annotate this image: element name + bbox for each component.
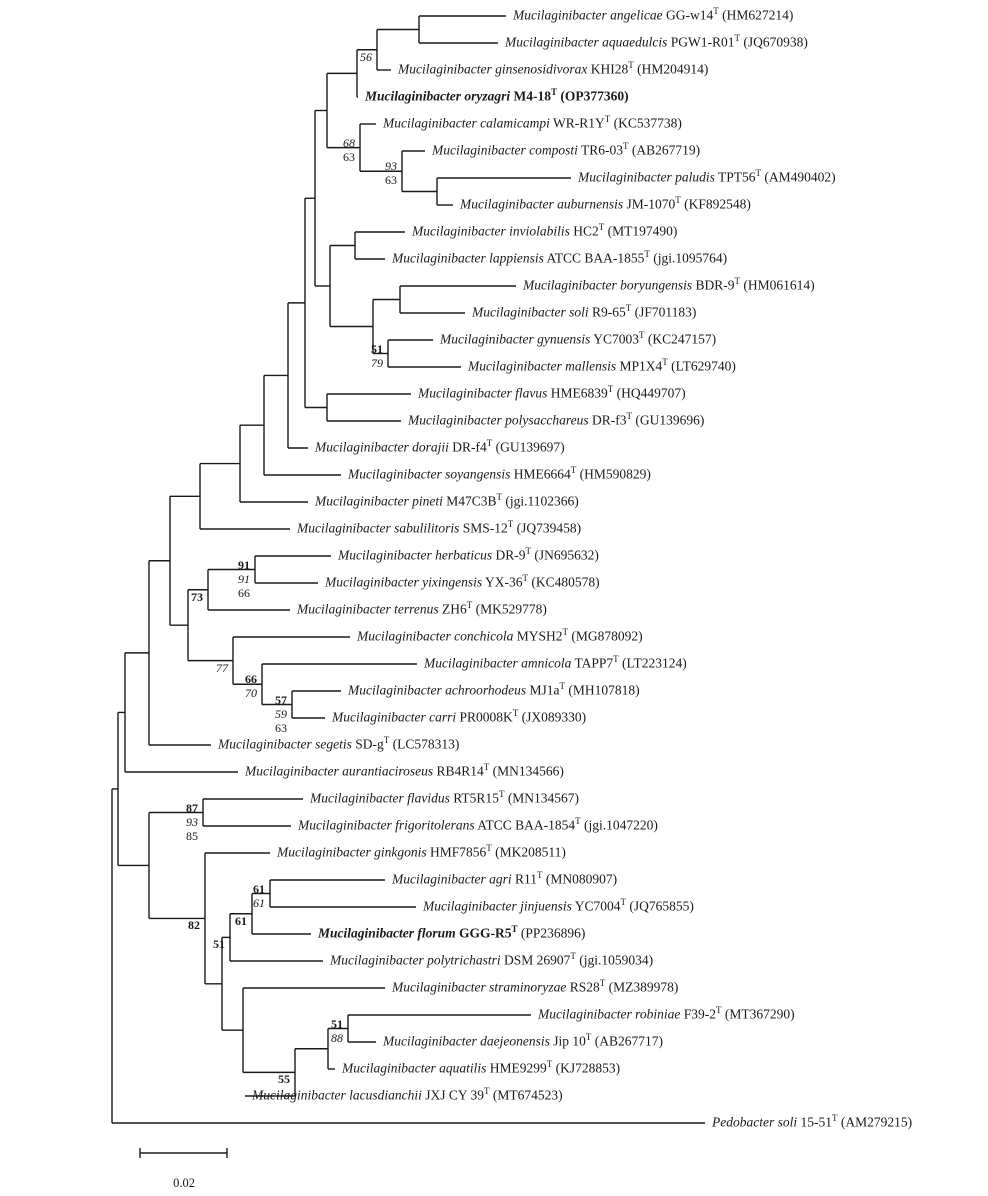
taxon-label: Mucilaginibacter yixingensis $YX-36^T$ (KC480578) (325, 573, 600, 590)
bootstrap-value: 68 (343, 135, 355, 150)
taxon-label: Mucilaginibacter mallensis $MP1X4^T$ (LT629740) (468, 357, 736, 374)
bootstrap-value: 63 (275, 720, 287, 735)
taxon-label: Mucilaginibacter amnicola $TAPP7^T$ (LT223124) (424, 654, 687, 671)
taxon-label: Mucilaginibacter lappiensis ATCC BAA-$1855^T$ (jgi.1095764) (392, 249, 728, 266)
taxon-label: Mucilaginibacter jinjuensis $YC7004^T$ (JQ765855) (423, 897, 694, 914)
taxon-label: Mucilaginibacter aurantiaciroseus $RB4R14^T$ (MN134566) (245, 762, 564, 779)
taxon-label: Mucilaginibacter soli $R9-65^T$ (JF701183) (472, 303, 697, 320)
taxon-label: Mucilaginibacter achroorhodeus $MJ1a^T$ (MH107818) (348, 681, 640, 698)
bootstrap-value: 77 (216, 660, 228, 675)
taxon-label: Mucilaginibacter ginkgonis $HMF7856^T$ (MK208511) (277, 843, 566, 860)
taxon-label: Mucilaginibacter inviolabilis $HC2^T$ (MT197490) (412, 222, 678, 239)
taxon-label: Mucilaginibacter aquaedulcis $PGW1-R01^T$ (JQ670938) (505, 33, 808, 50)
taxon-label: Mucilaginibacter ginsenosidivorax $KHI28^T$ (HM204914) (398, 60, 709, 77)
bootstrap-value: 66 (238, 585, 250, 600)
taxon-label: Mucilaginibacter terrenus $ZH6^T$ (MK529778) (297, 600, 547, 617)
taxon-label: Mucilaginibacter straminoryzae $RS28^T$ (MZ389978) (392, 978, 679, 995)
taxon-label: Mucilaginibacter composti $TR6-03^T$ (AB267719) (432, 141, 701, 158)
taxon-label: Mucilaginibacter carri $PR0008K^T$ (JX089330) (332, 708, 587, 725)
taxon-label: Mucilaginibacter boryungensis BDR-$9^T$ (HM061614) (523, 276, 815, 293)
bootstrap-value: 91 (238, 571, 250, 586)
taxon-label: Mucilaginibacter polysacchareus $DR-f3^T$ (GU139696) (408, 411, 705, 428)
bootstrap-value: 82 (188, 918, 200, 933)
bootstrap-value: 79 (371, 355, 383, 370)
bootstrap-value: 51 (213, 937, 225, 952)
taxon-label: Mucilaginibacter sabulilitoris SMS-$12^T$ (JQ739458) (297, 519, 582, 536)
bootstrap-value: 87 (186, 800, 198, 815)
taxon-label: Mucilaginibacter pineti $M47C3B^T$ (jgi.1102366) (315, 492, 579, 509)
bootstrap-value: 66 (245, 672, 257, 687)
bootstrap-value: 73 (191, 589, 203, 604)
bootstrap-value: 61 (235, 913, 247, 928)
taxon-label: Pedobacter soli $15-51^T$ (AM279215) (712, 1113, 913, 1130)
taxon-label: Mucilaginibacter flavus $HME6839^T$ (HQ449707) (418, 384, 686, 401)
taxon-label: Mucilaginibacter calamicampi $WR-R1Y^T$ (KC537738) (383, 114, 682, 131)
bootstrap-value: 55 (278, 1072, 290, 1087)
taxon-label: Mucilaginibacter lacusdianchii JXJ CY $39^T$ (MT674523) (252, 1086, 563, 1103)
taxon-label: Mucilaginibacter agri $R11^T$ (MN080907) (392, 870, 618, 887)
bootstrap-value: 93 (186, 814, 198, 829)
bootstrap-value: 51 (331, 1016, 343, 1031)
taxon-label: Mucilaginibacter daejeonensis Jip $10^T$ (AB267717) (383, 1032, 663, 1049)
taxon-label: Mucilaginibacter polytrichastri DSM $26907^T$ (jgi.1059034) (330, 951, 654, 968)
taxon-label: Mucilaginibacter frigoritolerans ATCC BAA-$1854^T$ (jgi.1047220) (298, 816, 658, 833)
taxon-label: Mucilaginibacter segetis $SD-g^T$ (LC578313) (218, 735, 460, 752)
bootstrap-value: 91 (238, 557, 250, 572)
taxon-label: Mucilaginibacter dorajii $DR-f4^T$ (GU139697) (315, 438, 565, 455)
bootstrap-value: 88 (331, 1030, 343, 1045)
taxon-label: Mucilaginibacter gynuensis $YC7003^T$ (KC247157) (440, 330, 717, 347)
bootstrap-value: 51 (371, 341, 383, 356)
taxon-label: Mucilaginibacter aquatilis $HME9299^T$ (KJ728853) (342, 1059, 621, 1076)
taxon-label: Mucilaginibacter angelicae $GG-w14^T$ (HM627214) (513, 6, 794, 23)
taxon-label: Mucilaginibacter flavidus $RT5R15^T$ (MN134567) (310, 789, 580, 806)
bootstrap-value: 70 (245, 686, 257, 701)
bootstrap-value: 61 (253, 881, 265, 896)
taxon-label: Mucilaginibacter paludis $TPT56^T$ (AM490402) (578, 168, 836, 185)
taxon-label: Mucilaginibacter auburnensis $JM-1070^T$ (KF892548) (460, 195, 751, 212)
bootstrap-value: 57 (275, 692, 287, 707)
scale-bar-label: 0.02 (173, 1176, 195, 1190)
bootstrap-value: 85 (186, 828, 198, 843)
bootstrap-value: 61 (253, 895, 265, 910)
bootstrap-value: 93 (385, 159, 397, 174)
taxon-label: Mucilaginibacter soyangensis $HME6664^T$ (HM590829) (348, 465, 651, 482)
bootstrap-value: 56 (360, 49, 372, 64)
taxon-label: Mucilaginibacter herbaticus $DR-9^T$ (JN695632) (338, 546, 599, 563)
taxon-label: Mucilaginibacter conchicola $MYSH2^T$ (MG878092) (357, 627, 643, 644)
taxon-label: Mucilaginibacter robiniae $F39-2^T$ (MT367290) (538, 1005, 795, 1022)
bootstrap-value: 59 (275, 706, 287, 721)
bootstrap-value: 63 (385, 173, 397, 188)
taxon-label: Mucilaginibacter oryzagri $M4-18^T$ (OP377360) (365, 87, 629, 104)
bootstrap-value: 63 (343, 149, 355, 164)
taxon-label: Mucilaginibacter florum GGG-$R5^T$ (PP236896) (318, 924, 586, 941)
